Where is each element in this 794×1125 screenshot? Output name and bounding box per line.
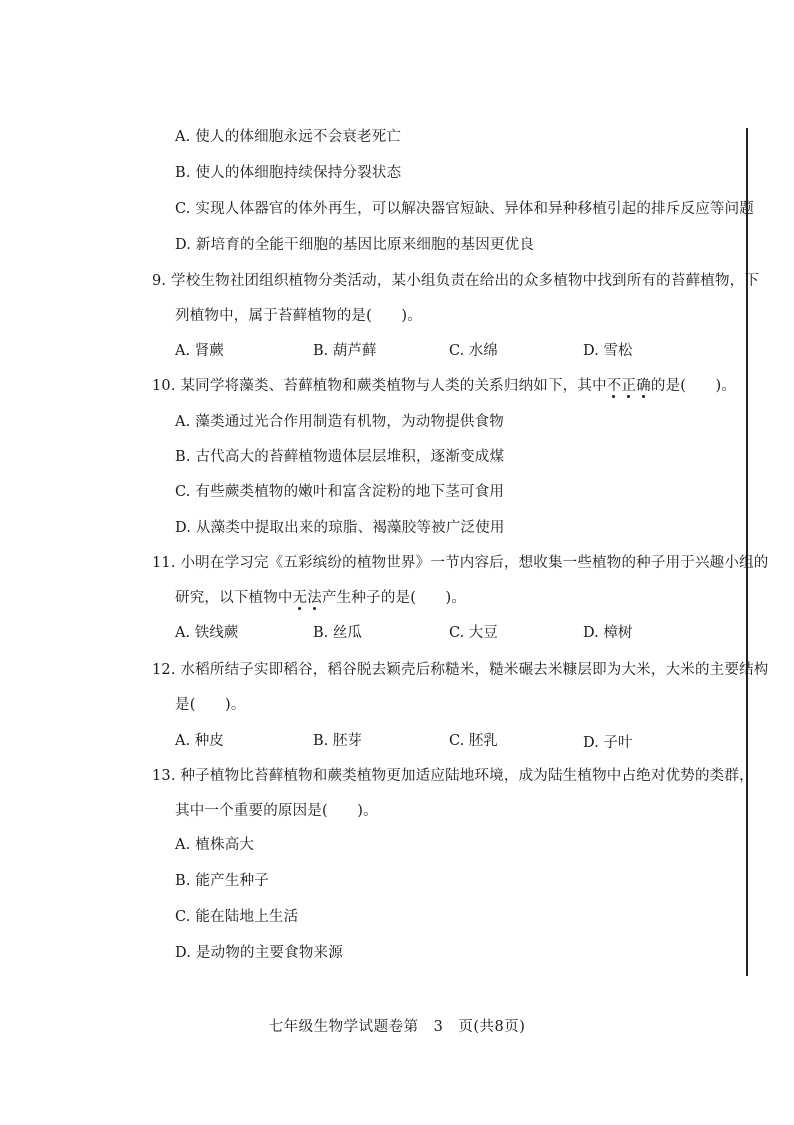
q11-options [175,623,645,643]
emphasis-dot [627,395,630,398]
q10-emphasis-not-correct [607,378,651,394]
q12-option-c: C. 胚乳 [449,733,498,749]
q13-stem-continued: 其中一个重要的原因是( )。 [175,803,378,819]
q12-stem: 12. 水稻所结子实即稻谷，稻谷脱去颖壳后称糙米，糙米碾去米糠层即为大米，大米的主要结构 [152,662,769,678]
emphasis-dot [642,395,645,398]
q13-option-a: A. 植株高大 [175,837,255,853]
q9-option-d: D. 雪松 [583,343,633,359]
page-footer: 七年级生物学试题卷第 3 页(共8页) [268,1019,526,1035]
q10-emphasis-text: 不正确 [606,378,651,394]
emphasis-dot [313,607,316,610]
q9-option-b: B. 葫芦藓 [313,343,377,359]
q13-option-d: D. 是动物的主要食物来源 [175,945,343,961]
q11-stem-pre: 研究，以下植物中 [175,590,293,606]
q13-option-c: C. 能在陆地上生活 [175,909,299,925]
q9-option-c: C. 水绵 [449,343,498,359]
q10-stem-post: 的是( )。 [650,378,737,394]
q11-emphasis-cannot [293,590,322,606]
q9-stem-continued: 列植物中，属于苔藓植物的是( )。 [175,308,422,324]
q11-stem: 11. 小明在学习完《五彩缤纷的植物世界》一节内容后，想收集一些植物的种子用于兴趣小组的 [152,555,769,571]
q10-stem [152,376,736,396]
binding-margin-line [746,128,748,976]
q11-option-d: D. 樟树 [583,625,633,641]
q13-stem: 13. 种子植物比苔藓植物和蕨类植物更加适应陆地环境，成为陆生植物中占绝对优势的类群， [152,768,754,784]
emphasis-dot [612,395,615,398]
q13-option-b: B. 能产生种子 [175,873,269,889]
q8-option-c: C. 实现人体器官的体外再生，可以解决器官短缺、异体和异种移植引起的排斥反应等问题 [175,201,754,217]
q12-option-b: B. 胚芽 [313,733,362,749]
emphasis-dot [298,607,301,610]
q9-stem: 9. 学校生物社团组织植物分类活动，某小组负责在给出的众多植物中找到所有的苔藓植物，下 [152,273,760,289]
q12-options [175,731,645,751]
q11-stem-post: 产生种子的是( )。 [322,590,467,606]
q10-option-b: B. 古代高大的苔藓植物遗体层层堆积，逐渐变成煤 [175,449,505,465]
q9-options [175,341,645,361]
q10-option-a: A. 藻类通过光合作用制造有机物，为动物提供食物 [175,414,504,430]
q12-option-d: D. 子叶 [583,735,633,751]
q11-option-c: C. 大豆 [449,625,498,641]
q8-option-b: B. 使人的体细胞持续保持分裂状态 [175,165,402,181]
q10-option-c: C. 有些蕨类植物的嫩叶和富含淀粉的地下茎可食用 [175,484,505,500]
q8-option-a: A. 使人的体细胞永远不会衰老死亡 [175,129,402,145]
q12-option-a: A. 种皮 [175,733,224,749]
q12-stem-continued: 是( )。 [175,697,246,713]
q10-option-d: D. 从藻类中提取出来的琼脂、褐藻胶等被广泛使用 [175,520,505,536]
q11-emphasis-text: 无法 [292,590,323,606]
q9-option-a: A. 肾蕨 [175,343,224,359]
q11-option-b: B. 丝瓜 [313,625,362,641]
q11-stem-continued [175,588,466,608]
q10-stem-pre: 10. 某同学将藻类、苔藓植物和蕨类植物与人类的关系归纳如下，其中 [152,378,607,394]
q11-option-a: A. 铁线蕨 [175,625,239,641]
q8-option-d: D. 新培育的全能干细胞的基因比原来细胞的基因更优良 [175,237,535,253]
